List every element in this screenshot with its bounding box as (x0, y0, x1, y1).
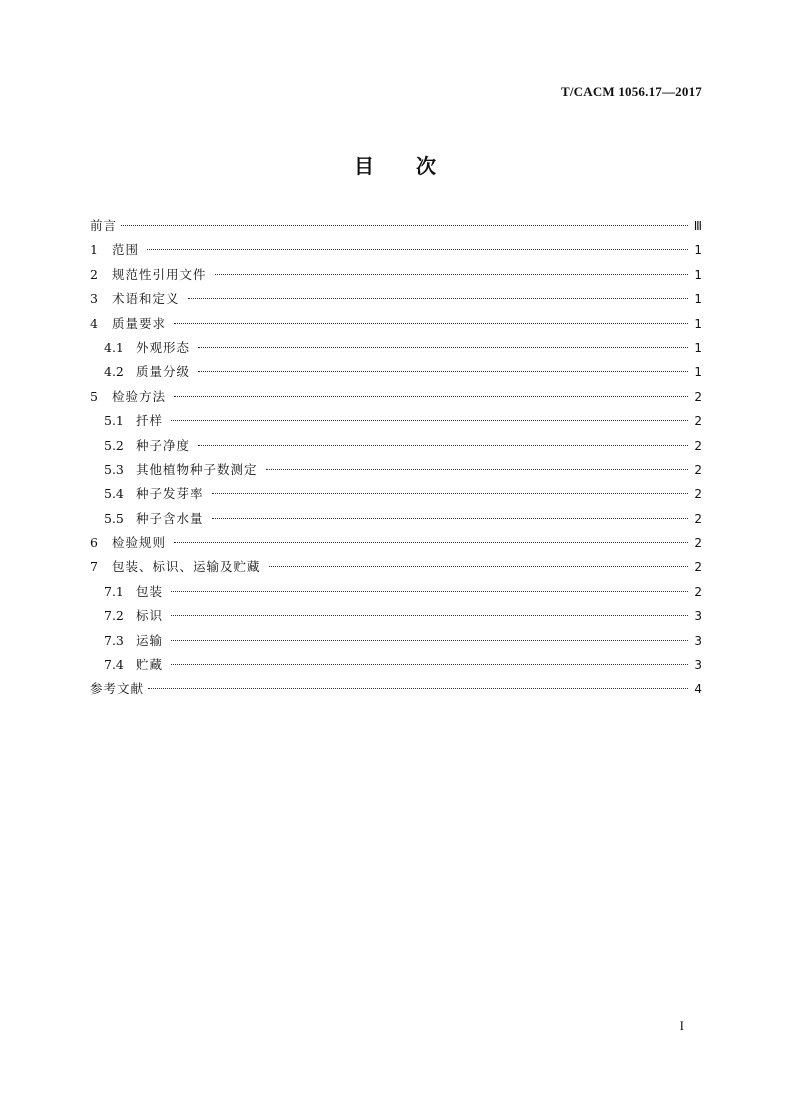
toc-entry-number: 5.2 (104, 437, 124, 453)
page-title (0, 150, 792, 179)
toc-dot-leader (121, 225, 688, 226)
toc-entry[interactable] (90, 482, 702, 506)
title-char-2: 次 (416, 154, 438, 178)
toc-dot-leader (188, 298, 688, 299)
toc-dot-leader (198, 347, 688, 348)
toc-entry-number: 6 (90, 535, 98, 551)
toc-entry[interactable] (90, 653, 702, 677)
toc-entry-page: 1 (694, 365, 702, 380)
toc-entry[interactable] (90, 263, 702, 287)
toc-entry[interactable] (90, 360, 702, 384)
toc-entry-title: 前言 (90, 218, 118, 233)
toc-entry-number: 7.3 (104, 632, 124, 648)
toc-dot-leader (174, 542, 688, 543)
toc-entry-title: 标识 (136, 608, 164, 624)
toc-dot-leader (171, 591, 688, 592)
toc-entry-number: 5 (90, 388, 98, 404)
toc-entry[interactable] (90, 287, 702, 311)
toc-entry-number: 7.4 (104, 657, 124, 673)
toc-dot-leader (212, 518, 688, 519)
toc-dot-leader (171, 420, 688, 421)
toc-entry[interactable] (90, 312, 702, 336)
toc-dot-leader (147, 249, 688, 250)
toc-entry-number: 5.4 (104, 486, 124, 502)
toc-entry-number: 7.2 (104, 608, 124, 624)
toc-entry-page: 2 (694, 414, 702, 429)
toc-dot-leader (198, 445, 688, 446)
toc-entry-number: 2 (90, 266, 98, 282)
toc-entry-number: 7 (90, 559, 98, 575)
toc-entry[interactable] (90, 385, 702, 409)
toc-entry-title: 检验规则 (112, 535, 167, 551)
toc-entry-title: 种子净度 (136, 437, 191, 453)
toc-entry-page: 1 (694, 292, 702, 307)
toc-entry-page: 2 (694, 511, 702, 526)
toc-entry-title: 外观形态 (136, 339, 191, 355)
toc-entry-number: 5.3 (104, 461, 124, 477)
standard-code-header: T/CACM 1056.17—2017 (560, 84, 702, 99)
toc-entry-page: 2 (694, 462, 702, 477)
toc-dot-leader (171, 640, 688, 641)
toc-dot-leader (148, 688, 688, 689)
toc-entry-page: 2 (694, 487, 702, 502)
toc-entry-page: 2 (694, 560, 702, 575)
toc-entry-page: 2 (694, 438, 702, 453)
toc-entry[interactable] (90, 238, 702, 262)
toc-entry-number: 5.5 (104, 510, 124, 526)
toc-entry[interactable] (90, 507, 702, 531)
toc-entry-title: 质量分级 (136, 364, 191, 380)
toc-entry-title: 包装、标识、运输及贮藏 (112, 559, 261, 575)
toc-entry[interactable] (90, 409, 702, 433)
toc-entry-page: 3 (694, 633, 702, 648)
toc-entry-title: 检验方法 (112, 388, 167, 404)
toc-entry-page: 2 (694, 536, 702, 551)
toc-dot-leader (174, 396, 688, 397)
toc-entry-page: 2 (694, 584, 702, 599)
toc-entry-number: 1 (90, 242, 98, 258)
toc-dot-leader (174, 323, 688, 324)
toc-entry-page: 2 (694, 389, 702, 404)
page-number-footer: I (679, 1018, 684, 1033)
toc-entry-number: 4.2 (104, 364, 124, 380)
toc-entry-title: 包装 (136, 583, 164, 599)
toc-entry-number: 3 (90, 291, 98, 307)
title-char-1: 目 (354, 154, 376, 178)
toc-entry-page: 4 (694, 682, 702, 697)
toc-entry-number: 4.1 (104, 339, 124, 355)
toc-entry-page: 1 (694, 267, 702, 282)
toc-entry-page: 1 (694, 340, 702, 355)
toc-entry-page: 3 (694, 658, 702, 673)
toc-entry-page: 1 (694, 316, 702, 331)
toc-entry-title: 参考文献 (90, 681, 145, 697)
toc-entry-title: 术语和定义 (112, 291, 180, 307)
toc-entry-number: 4 (90, 315, 98, 331)
toc-entry[interactable] (90, 434, 702, 458)
toc-dot-leader (198, 371, 688, 372)
toc-dot-leader (266, 469, 688, 470)
toc-dot-leader (171, 615, 688, 616)
toc-entry-title: 种子发芽率 (136, 486, 204, 502)
toc-dot-leader (171, 664, 688, 665)
table-of-contents (90, 214, 702, 702)
toc-entry-page: 1 (694, 243, 702, 258)
toc-entry[interactable] (90, 604, 702, 628)
toc-dot-leader (215, 274, 688, 275)
toc-entry[interactable] (90, 629, 702, 653)
toc-entry-title: 运输 (136, 632, 164, 648)
toc-entry-title: 扦样 (136, 413, 164, 429)
toc-entry[interactable] (90, 580, 702, 604)
toc-entry-number: 5.1 (104, 413, 124, 429)
toc-entry-page: 3 (694, 609, 702, 624)
toc-entry-title: 种子含水量 (136, 510, 204, 526)
toc-entry-title: 贮藏 (136, 657, 164, 673)
toc-entry-title: 规范性引用文件 (112, 266, 207, 282)
toc-entry-title: 其他植物种子数测定 (136, 461, 258, 477)
toc-entry[interactable] (90, 336, 702, 360)
toc-entry[interactable] (90, 531, 702, 555)
toc-entry-page: Ⅲ (693, 219, 702, 233)
toc-entry[interactable] (90, 458, 702, 482)
toc-entry-number: 7.1 (104, 583, 124, 599)
toc-entry-title: 范围 (112, 242, 140, 258)
toc-dot-leader (212, 493, 688, 494)
toc-entry[interactable] (90, 555, 702, 579)
toc-entry-title: 质量要求 (112, 315, 167, 331)
toc-dot-leader (269, 566, 688, 567)
toc-entry[interactable] (90, 677, 702, 701)
toc-entry[interactable] (90, 214, 702, 238)
